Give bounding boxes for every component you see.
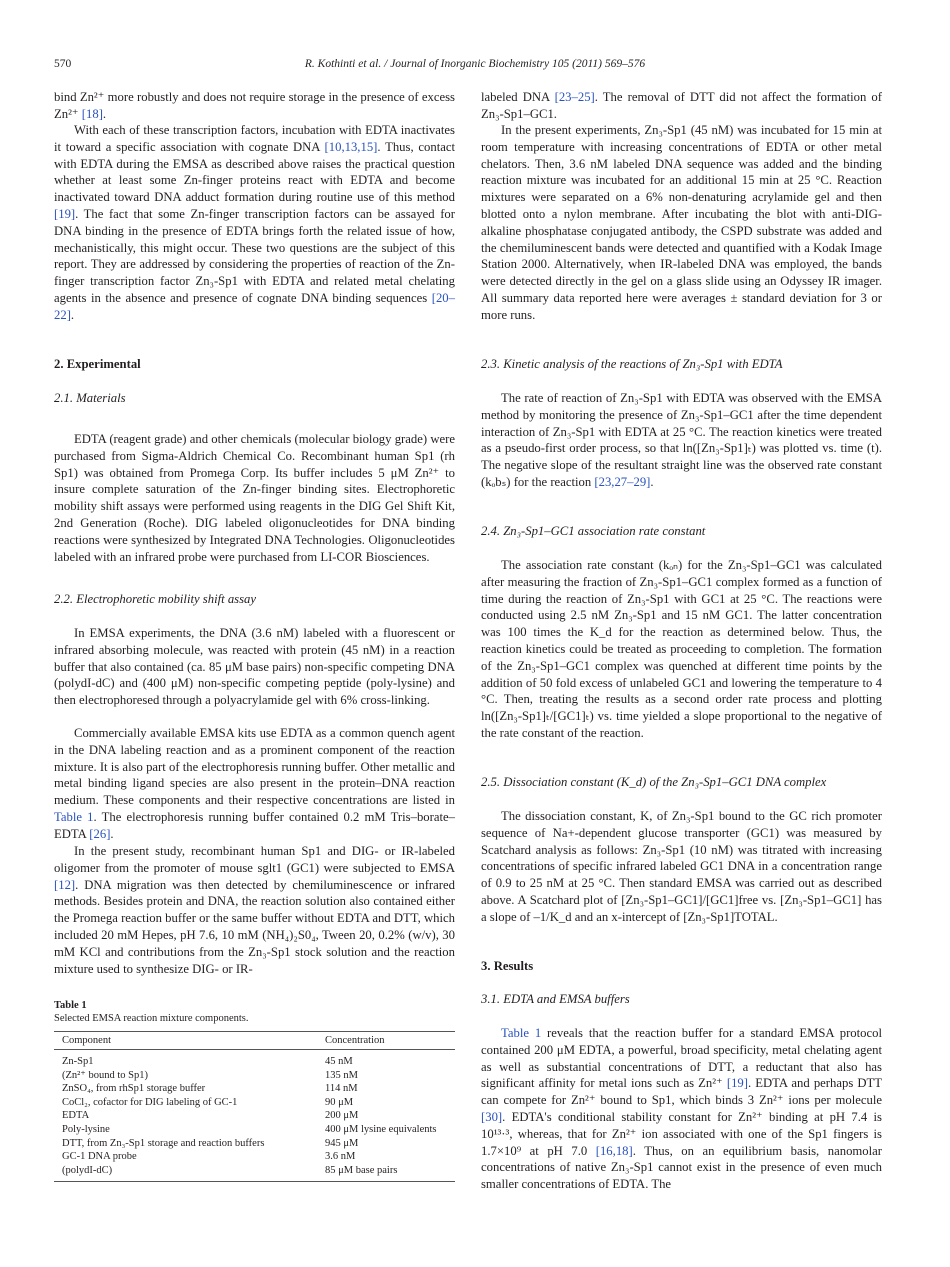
paragraph: The association rate constant (kₒₙ) for the Zn₃-Sp1–GC1 was calculated after measuring the fraction of Zn₃-Sp1–GC1 complex formed as a function of time during the reaction of Zn₃-Sp1 with GC1 at 25 °C. The reactions were conducted using 2.5 nM Zn₃-Sp1 and 15 nM GC1. The latter concentration was 100 times the K_d for the reaction as determined below. Thus, the reaction kinetics could be treated as proceeding to completion. The formation of the Zn₃-Sp1–GC1 complex was quenched at different time points by the addition of 50 fold excess of unlabeled GC1 and lowering the temperature to 4 °C. Then, treating the results as a second order rate process and plotting ln([Zn₃-Sp1]ₜ/[GC1]ₜ) vs. time yielded a slope proportional to the negative of the rate constant of the reaction. (481, 558, 882, 740)
paragraph: labeled DNA [23–25]. The removal of DTT did not affect the formation of Zn₃-Sp1–GC1. (481, 90, 883, 121)
component-cell: (Zn²⁺ bound to Sp1) (62, 1069, 148, 1081)
paragraph: With each of these transcription factors, incubation with EDTA inactivates it toward a specific association with cognate DNA [10,13,15]. Thus, contact with EDTA during the EMSA as described above raises the practical question whether at least some Zn-finger proteins react with EDTA and become inactivated toward DNA adduct formation during routine use of this method [19]. The fact that some Zn-finger transcription factors can be assayed for DNA binding in the presence of EDTA brings forth the related issue of how, mechanistically, this might occur. These two questions are the subject of this report. They are addressed by considering the properties of reaction of the Zn-finger transcription factor Zn₃-Sp1 with EDTA and related metal chelating agents in the absence and presence of cognate DNA binding sequences [20–22]. (54, 123, 456, 322)
table-row (54, 1069, 455, 1083)
section-heading: 2. Experimental (54, 357, 141, 371)
citation-link[interactable]: [26] (89, 826, 111, 841)
concentration-cell: 3.6 nM (325, 1151, 356, 1163)
paragraph: In EMSA experiments, the DNA (3.6 nM) labeled with a fluorescent or infrared absorbing molecule, was reacted with protein (45 nM) in a reaction buffer that also contained (ca. 85 μM base pairs) non-specific competing DNA (polydI-dC) and (400 μM) non-specific competing peptide (poly-lysine) and then electrophoresed through a polyacrylamide gel with 6% cross-linking. (54, 626, 455, 708)
component-cell: ZnSO₄, from rhSp1 storage buffer (62, 1083, 206, 1095)
table-row (54, 1050, 455, 1069)
paragraph: Table 1 reveals that the reaction buffer for a standard EMSA protocol contained 200 μM EDTA, a powerful, broad specificity, metal chelating agent as well as substantial concentrations of DTT, a reductant that also has significant affinity for metal ions such as Zn²⁺ [19]. EDTA and perhaps DTT can compete for Zn²⁺ bound to Sp1, which binds 3 Zn²⁺ ions per molecule [30]. EDTA's conditional stability constant for Zn²⁺ binding at pH 7.4 is 10¹³·³, whereas, that for Zn²⁺ ion associated with one of the Sp1 fingers is 1.7×10⁹ at pH 7.0 [16,18]. Thus, on an equilibrium basis, nanomolar concentrations of native Zn₃-Sp1 cannot exist in the presence of even much smaller concentrations of EDTA. The (481, 1026, 883, 1192)
citation-link[interactable]: [23–25] (554, 90, 595, 104)
citation-link[interactable]: [19] (54, 206, 76, 221)
paragraph: The dissociation constant, K, of Zn₃-Sp1 bound to the GC rich promoter sequence of Na+-dependent glucose transporter (GC1) was measured by Scatchard analysis as follows: Zn₃-Sp1 (10 nM) was titrated with increasing concentrations of specific infrared labeled GC1 DNA in a concentration range of 0.9 to 25 nM at 25 °C. Then standard EMSA was carried out as described above. A Scatchard plot of [Zn₃-Sp1–GC1]/[GC1]free vs. [Zn₃-Sp1–GC1] has a slope of –1/K_d and an x-intercept of [Zn₃-Sp1]TOTAL. (481, 809, 882, 924)
concentration-cell: 114 nM (325, 1083, 358, 1095)
page-number: 570 (54, 58, 72, 70)
citation-link[interactable]: [19] (726, 1076, 748, 1091)
component-cell: GC-1 DNA probe (62, 1151, 137, 1163)
concentration-cell: 400 μM lysine equivalents (325, 1123, 437, 1135)
subsection-heading: 2.5. Dissociation constant (K_d) of the Zn₃-Sp1–GC1 DNA complex (481, 775, 827, 789)
paragraph: In the present experiments, Zn₃-Sp1 (45 nM) was incubated for 15 min at room temperature with increasing concentrations of EDTA or other metal chelators. Then, 3.6 nM labeled DNA sequence was added and the binding reaction mixture was incubated for an additional 15 min at 25 °C. Reaction mixtures were separated on a 6% non-denaturing acrylamide gel and then blotted onto a nylon membrane. After incubating the blot with anti-DIG-alkaline phosphatase conjugated antibody, the CSPD substrate was added and the chemiluminescent bands were detected and quantified with a Kodak Image Station 2000. Alternatively, when IR-labeled DNA was employed, the bands were detected directly in the gel on a glass slide using an Odyssey IR imager. All summary data reported here were averages ± standard deviation for 3 or more runs. (481, 123, 882, 322)
subsection-heading: 2.2. Electrophoretic mobility shift assay (54, 592, 257, 606)
citation-link[interactable]: [30] (481, 1109, 503, 1124)
citation-link[interactable]: [10,13,15] (324, 139, 378, 154)
citation-link[interactable]: [16,18] (595, 1143, 633, 1158)
paragraph: In the present study, recombinant human Sp1 and DIG- or IR-labeled oligomer from the promoter of mouse sglt1 (GC1) were subjected to EMSA [12]. DNA migration was then detected by chemiluminescence or infrared methods. Besides protein and DNA, the reaction solution also contained either the Promega reaction buffer or the same buffer without EDTA and DTT, which included 20 mM Hepes, pH 7.6, 10 mM (NH₄)₂S0₄, Tween 20, 0.2% (w/v), 30 mM KCl and contributions from the Zn₃-Sp1 stock solution and the reaction mixture used to synthesize DIG- or IR- (54, 844, 455, 976)
table-row (54, 1164, 455, 1182)
running-title: R. Kothinti et al. / Journal of Inorganic Biochemistry 105 (2011) 569–576 (304, 58, 646, 70)
citation-link[interactable]: [12] (54, 877, 76, 892)
paragraph: bind Zn²⁺ more robustly and does not require storage in the presence of excess Zn²⁺ [18]. (54, 90, 455, 121)
table-1 (54, 1000, 455, 1182)
citation-link[interactable]: [23,27–29] (594, 474, 651, 489)
table-row (54, 1109, 455, 1123)
subsection-heading: 2.1. Materials (54, 391, 126, 405)
concentration-cell: 45 nM (325, 1056, 353, 1067)
concentration-cell: 135 nM (325, 1069, 358, 1081)
table-label: Table 1 (54, 1000, 87, 1011)
concentration-cell: 85 μM base pairs (317, 1164, 455, 1182)
table-row (54, 1082, 455, 1096)
component-cell: DTT, from Zn₃-Sp1 storage and reaction buffers (62, 1137, 265, 1149)
concentration-cell: 945 μM (325, 1137, 359, 1149)
citation-link[interactable]: Table 1 (501, 1026, 542, 1040)
paragraph: The rate of reaction of Zn₃-Sp1 with EDTA was observed with the EMSA method by monitoring the presence of Zn₃-Sp1–GC1 after the time dependent interaction of Zn₃-Sp1 with EDTA at 25 °C. The reaction kinetics were treated as a pseudo-first order process, so that ln([Zn₃-Sp1]ₜ) was plotted vs. time (t). The negative slope of the resultant straight line was the observed rate constant (kₒbₛ) for the reaction [23,27–29]. (481, 391, 882, 489)
citation-link[interactable]: Table 1 (54, 809, 94, 824)
component-cell: (polydI-dC) (54, 1164, 317, 1182)
citation-link[interactable]: [18] (81, 106, 103, 121)
subsection-heading: 3.1. EDTA and EMSA buffers (481, 992, 630, 1006)
table-row (54, 1123, 455, 1137)
subsection-heading: 2.3. Kinetic analysis of the reactions of Zn₃-Sp1 with EDTA (481, 357, 783, 371)
subsection-heading: 2.4. Zn₃-Sp1–GC1 association rate constant (481, 524, 706, 538)
citation-link[interactable]: [20–22] (54, 290, 455, 322)
column-header: Component (54, 1032, 317, 1050)
section-heading: 3. Results (481, 959, 534, 973)
component-cell: CoCl₂, cofactor for DIG labeling of GC-1 (62, 1096, 238, 1108)
component-cell: Poly-lysine (62, 1123, 110, 1135)
component-cell: EDTA (62, 1110, 90, 1122)
concentration-cell: 200 μM (325, 1110, 359, 1122)
paragraph: Commercially available EMSA kits use EDTA as a common quench agent in the DNA labeling reaction and as a prominent component of the reaction mixture. It is also part of the electrophoresis running buffer. Other metallic and metal binding ligand species are also present in the protein–DNA reaction medium. These components and their respective concentrations are listed in Table 1. The electrophoresis running buffer contained 0.2 mM Tris–borate–EDTA [26]. (54, 726, 455, 841)
table-row (54, 1150, 455, 1164)
table-caption: Selected EMSA reaction mixture components. (54, 1013, 249, 1024)
paragraph: EDTA (reagent grade) and other chemicals (molecular biology grade) were purchased from Sigma-Aldrich Chemical Co. Recombinant human Sp1 (rh Sp1) was obtained from Promega Corp. Its buffer includes 5 μM Zn²⁺ to insure complete saturation of the Zn-finger binding sites. Electrophoretic mobility shift assays were performed using reagents in the DIG Gel Shift Kit, 2nd Generation (Roche). DIG labeled oligonucleotides for DNA binding reactions were synthesized by Integrated DNA Technologies. Oligonucleotides labeled with an infrared probe were purchased from LI-COR Biosciences. (54, 432, 455, 564)
column-header: Concentration (317, 1032, 455, 1050)
table-row (54, 1137, 455, 1151)
table-row (54, 1096, 455, 1110)
component-cell: Zn-Sp1 (62, 1056, 94, 1067)
concentration-cell: 90 μM (325, 1096, 354, 1108)
